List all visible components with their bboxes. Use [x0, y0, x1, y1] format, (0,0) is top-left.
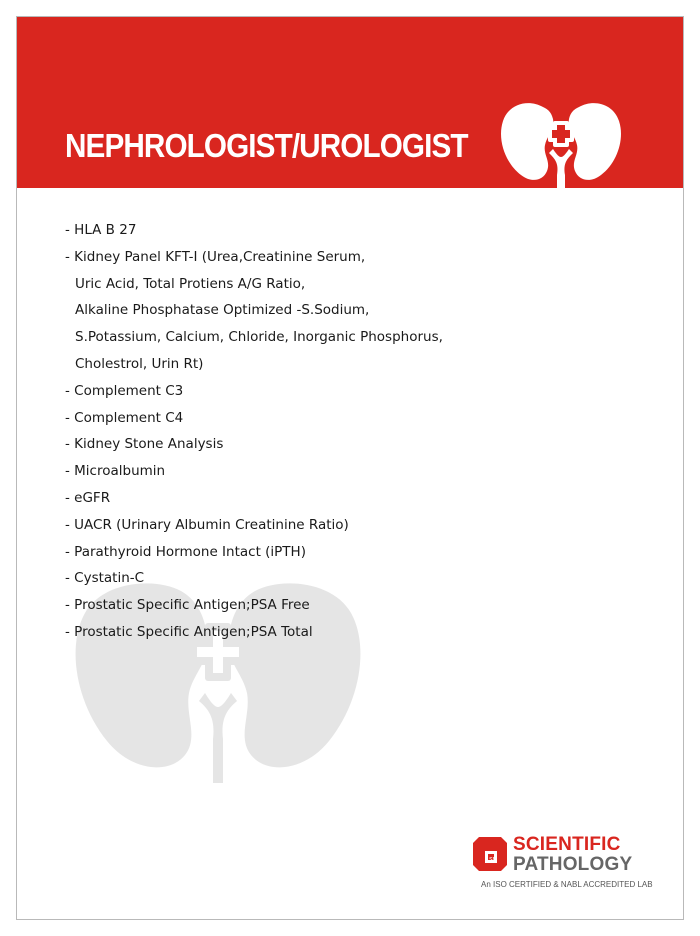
list-item: - Kidney Panel KFT-I (Urea,Creatinine Serum,	[65, 248, 366, 265]
list-item: - HLA B 27	[65, 222, 137, 238]
list-item: - Prostatic Specific Antigen;PSA Total	[65, 623, 313, 640]
list-item-continuation: Alkaline Phosphatase Optimized -S.Sodium,	[75, 302, 370, 319]
list-item: - Complement C4	[65, 409, 184, 426]
list-item: - eGFR	[65, 489, 111, 506]
page-title: NEPHROLOGIST/UROLOGIST	[65, 127, 468, 164]
brand-name-line1: SCIENTIFIC	[513, 834, 621, 855]
list-item-continuation: Cholestrol, Urin Rt)	[75, 355, 204, 372]
list-item-continuation: Uric Acid, Total Protiens A/G Ratio,	[75, 275, 306, 292]
test-list	[65, 217, 443, 646]
document-page	[16, 16, 684, 920]
list-item-continuation: S.Potassium, Calcium, Chloride, Inorganic Phosphorus,	[75, 329, 443, 346]
list-item: - UACR (Urinary Albumin Creatinine Ratio)	[65, 516, 349, 533]
brand-logo	[473, 833, 673, 897]
list-item: - Kidney Stone Analysis	[65, 436, 224, 453]
brand-tagline: An ISO CERTIFIED & NABL ACCREDITED LAB	[481, 880, 653, 889]
brand-name-line2: PATHOLOGY	[513, 854, 633, 875]
list-item: - Microalbumin	[65, 463, 166, 480]
list-item: - Complement C3	[65, 382, 184, 399]
svg-text:sp: sp	[489, 856, 497, 863]
header-banner	[17, 17, 683, 188]
list-item: - Cystatin-C	[65, 570, 145, 587]
kidneys-with-cross-icon	[499, 101, 623, 191]
list-item: - Parathyroid Hormone Intact (iPTH)	[65, 543, 306, 560]
logo-mark-icon	[473, 837, 507, 871]
list-item: - Prostatic Specific Antigen;PSA Free	[65, 597, 310, 614]
